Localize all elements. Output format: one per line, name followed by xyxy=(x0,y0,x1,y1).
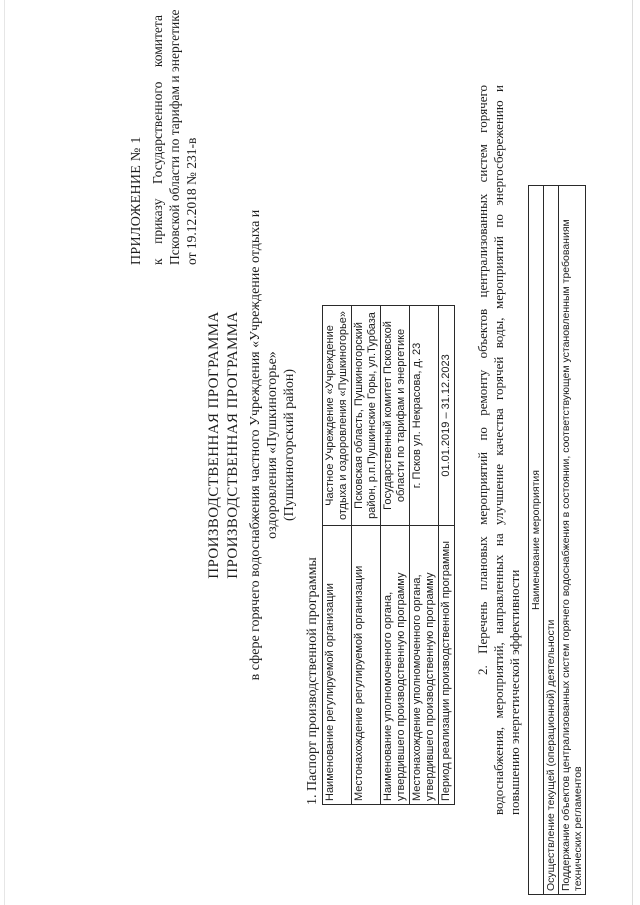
scan-edge-noise xyxy=(632,0,633,905)
measures-header: Наименование мероприятия xyxy=(529,186,544,895)
table-row xyxy=(544,186,559,895)
section-2-paragraph xyxy=(475,85,523,815)
appendix-line-3: от 19.12.2018 № 231-в xyxy=(184,137,199,265)
table-header-row xyxy=(529,186,544,895)
passport-label: Местонахождение регулируемой организации xyxy=(352,525,381,804)
measures-table xyxy=(528,185,586,895)
passport-value: 01.01.2019 – 31.12.2023 xyxy=(439,306,455,526)
program-district: (Пушкиногорский район) xyxy=(282,368,297,522)
table-row xyxy=(410,306,439,805)
passport-heading: 1. Паспорт производственной программы xyxy=(305,557,320,805)
appendix-word: приказу xyxy=(150,198,165,244)
appendix-line-1 xyxy=(149,15,166,265)
appendix-word: комитета xyxy=(150,15,165,68)
table-row xyxy=(439,306,455,805)
table-row xyxy=(352,306,381,805)
passport-value: Частное Учреждение «Учреждение отдыха и оздоровления «Пушкиногорье» xyxy=(323,306,352,526)
scan-edge-noise xyxy=(4,0,5,905)
passport-label: Местонахождение уполномоченного органа, утвердившего производственную программу xyxy=(410,525,439,804)
measure-item: Осуществление текущей (операционной) деятельности xyxy=(544,186,559,895)
passport-table xyxy=(322,305,455,805)
program-title-repeat: ПРОИЗВОДСТВЕННАЯ ПРОГРАММА xyxy=(225,311,241,579)
measure-item: Поддержание объектов централизованных систем горячего водоснабжения в состоянии, соответствующем установленным требованиям технических регламентов xyxy=(559,186,586,895)
passport-value: Государственный комитет Псковской области по тарифам и энергетике xyxy=(381,306,410,526)
passport-label: Наименование уполномоченного органа, утвердившего производственную программу xyxy=(381,525,410,804)
appendix-header xyxy=(128,9,200,265)
program-title: ПРОИЗВОДСТВЕННАЯ ПРОГРАММА xyxy=(206,311,222,579)
table-row xyxy=(559,186,586,895)
table-row xyxy=(381,306,410,805)
table-row xyxy=(323,306,352,805)
appendix-line-2: Псковской области по тарифам и энергетике xyxy=(167,9,182,265)
passport-value: г. Псков ул. Некрасова, д. 23 xyxy=(410,306,439,526)
appendix-word: Государственного xyxy=(150,81,165,185)
passport-value: Псковская область, Пушкиногорский район, р.п.Пушкинские Горы, ул.Турбаза xyxy=(352,306,381,526)
section-2-text: 2. Перечень плановых мероприятий по ремонту объектов централизованных систем горячего водоснабжения, мероприятий, направленных на улучшение качества горячей воды, мероприятий по энергосбережению и повышению энергетической эффективности xyxy=(475,85,522,815)
passport-label: Наименование регулируемой организации xyxy=(323,525,352,804)
appendix-word: к xyxy=(150,258,165,265)
program-subtitle: в сфере горячего водоснабжения частного Учреждения «Учреждение отдыха и оздоровления «Пушкиногорье» xyxy=(248,209,280,681)
appendix-title: ПРИЛОЖЕНИЕ № 1 xyxy=(129,136,144,265)
passport-label: Период реализации производственной программы xyxy=(439,525,455,804)
program-title-block xyxy=(205,185,298,705)
